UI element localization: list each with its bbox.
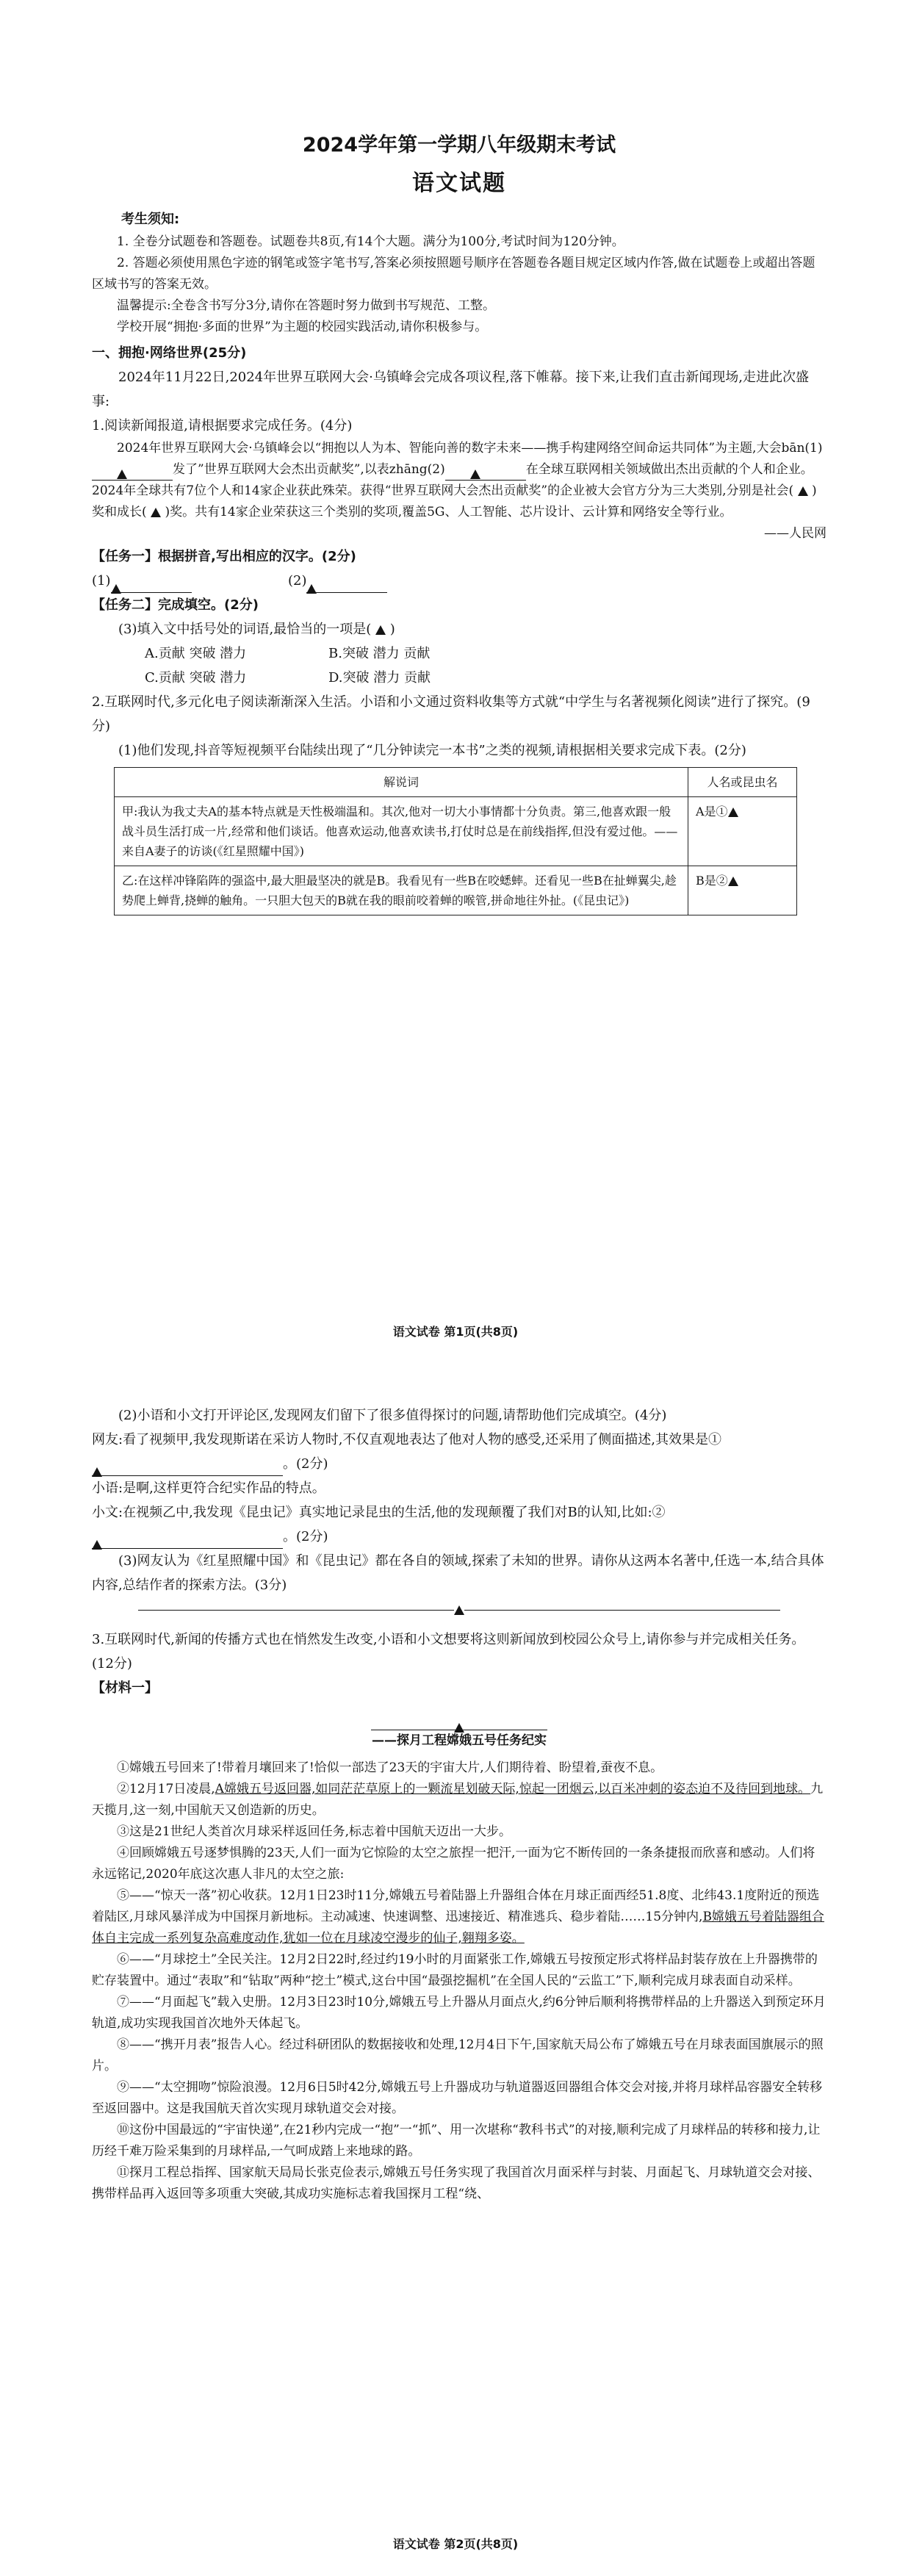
triangle-mark-icon (798, 486, 808, 496)
choice-row-2 (92, 666, 827, 690)
article-para-3: ③这是21世纪人类首次月球采样返回任务,标志着中国航天迈出一大步。 (117, 1824, 512, 1839)
writing-tip: 温馨提示:全卷含书写分3分,请你在答题时努力做到书写规范、工整。 (117, 298, 495, 313)
task2-title: 【任务二】完成填空。(2分) (92, 597, 259, 613)
exam-title: 2024学年第一学期八年级期末考试 (302, 134, 616, 156)
article-para-11: ⑪探月工程总指挥、国家航天局局长张克俭表示,嫦娥五号任务实现了我国首次月面采样与封装、月面起飞、月球轨道交会对接、携带样品再入返回等多项重大突破,其成功实施标志着我国探月工程“绕、 (92, 2165, 821, 2201)
news-report: 2024年世界互联网大会·乌镇峰会以“拥抱以人为本、智能向善的数字未来——携手构建网络空间命运共同体”为主题,大会bān(1)发了”世界互联网大会杰出贡献奖”,以表zhāng(2) 在全球互联网相关领域做出杰出贡献的个人和企业。2024年全球共有7位个人和14家企业获此殊荣。获得“世界互联网大会杰出贡献奖”的企业被大会官方分为三大类别,分别是社会( )奖和成长( )奖。共有14家企业荣获这三个类别的奖项,覆盖5G、人工智能、芯片设计、云计算和网络安全等行业。 (92, 441, 823, 519)
notice-item-1: 1. 全卷分试题卷和答题卷。试题卷共8页,有14个大题。满分为100分,考试时间为120分钟。 (117, 234, 624, 249)
page2-content (92, 1403, 827, 2205)
answer-blank[interactable] (92, 464, 173, 481)
table-cell-text: 乙:在这样冲锋陷阵的强盗中,最大胆最坚决的就是B。我看见有一些B在咬蟋蟀。还看见一些B在扯蝉翼尖,趁势爬上蝉背,挠蝉的触角。一只胆大包天的B就在我的眼前咬着蝉的喉管,拼命地往外扯。(《昆虫记》) (115, 866, 688, 915)
triangle-mark-icon (470, 469, 480, 479)
q2-sub2: (2)小语和小文打开评论区,发现网友们留下了很多值得探讨的问题,请帮助他们完成填空。(4分) (118, 1408, 667, 1423)
q2-sub3: (3)网友认为《红星照耀中国》和《昆虫记》都在各自的领域,探索了未知的世界。请你从这两本名著中,任选一本,结合具体内容,总结作者的探索方法。(3分) (92, 1553, 824, 1593)
triangle-mark-icon (92, 1540, 102, 1550)
notice-heading: 考生须知: (121, 212, 180, 227)
triangle-mark-icon (728, 877, 738, 886)
answer-blank[interactable] (92, 1532, 283, 1549)
q2-title: 2.互联网时代,多元化电子阅读渐渐深入生活。小语和小文通过资料收集等方式就“中学生与名著视频化阅读”进行了探究。(9分) (92, 694, 810, 734)
exam-page-2 (0, 1381, 911, 2576)
triangle-mark-icon (375, 625, 386, 635)
table-row (115, 797, 797, 866)
notice-item-2: 2. 答题必须使用黑色字迹的钢笔或签字笔书写,答案必须按照题号顺序在答题卷各题目规定区域内作答,做在试题卷上或超出答题区域书写的答案无效。 (92, 256, 815, 292)
article-para-8: ⑧——“携开月表”报告人心。经过科研团队的数据接收和处理,12月4日下午,国家航天局公布了嫦娥五号在月球表面国旗展示的照片。 (92, 2037, 824, 2073)
article-para-10: ⑩这份中国最远的“宇宙快递”,在21秒内完成一“抱”一“抓”、用一次堪称“教科书式”的对接,顺利完成了月球样品的转移和接力,让历经千难万险采集到的月球样品,一气呵成踏上来地球的路。 (92, 2123, 821, 2159)
article-para-9: ⑨——“太空拥吻”惊险浪漫。12月6日5时42分,嫦娥五号上升器成功与轨道器返回器组合体交会对接,并将月球样品容器安全转移至返回器中。这是我国航天首次实现月球轨道交会对接。 (92, 2080, 823, 2116)
triangle-mark-icon (454, 1605, 464, 1615)
triangle-mark-icon (728, 807, 738, 817)
triangle-mark-icon (111, 584, 121, 594)
book-table (114, 767, 797, 915)
table-cell-answer[interactable]: B是② (688, 866, 797, 915)
task2-question: (3)填入文中括号处的词语,最恰当的一项是( ) (118, 622, 395, 637)
netizen-comment: 网友:看了视频甲,我发现斯诺在采访人物时,不仅直观地表达了他对人物的感受,还采用了侧面描述,其效果是①。(2分) (92, 1428, 827, 1476)
page1-footer: 语文试卷 第1页(共8页) (392, 1325, 519, 1339)
answer-line[interactable] (92, 1597, 827, 1622)
answer-blank[interactable] (445, 464, 526, 481)
table-cell-answer[interactable]: A是① (688, 797, 797, 866)
q3-title: 3.互联网时代,新闻的传播方式也在悄然发生改变,小语和小文想要将这则新闻放到校园公众号上,请你参与并完成相关任务。(12分) (92, 1632, 805, 1672)
table-header-row (115, 768, 797, 797)
material1-label: 【材料一】 (92, 1680, 158, 1696)
triangle-mark-icon (306, 584, 317, 594)
task1-blanks: (1) (2) (92, 569, 827, 593)
article-para-5: ⑤——“惊天一落”初心收获。12月1日23时11分,嫦娥五号着陆器上升器组合体在月球正面西经51.8度、北纬43.1度附近的预选着陆区,月球风暴洋成为中国探月新地标。主动减速、快速调整、迅速接近、精准逃兵、稳步着陆……15分钟内,B嫦娥五号着陆器组合体自主完成一系列复杂高难度动作,犹如一位在月球凌空漫步的仙子,翱翔多姿。 (92, 1888, 824, 1946)
news-source: ——人民网 (764, 526, 827, 541)
article-title-blank[interactable] (92, 1706, 827, 1730)
option-b[interactable]: B.突破 潜力 贡献 (328, 646, 431, 661)
article-para-7: ⑦——“月面起飞”载入史册。12月3日23时10分,嫦娥五号上升器从月面点火,约6分钟后顺利将携带样品的上升器送入到预定环月轨道,成功实现我国首次地外天体起飞。 (92, 1995, 826, 2031)
table-header-commentary: 解说词 (115, 768, 688, 797)
article-subtitle: ——探月工程嫦娥五号任务纪实 (372, 1733, 547, 1748)
answer-blank[interactable] (111, 576, 192, 593)
xiaoyu-comment: 小语:是啊,这样更符合纪实作品的特点。 (92, 1481, 325, 1496)
task1-title: 【任务一】根据拼音,写出相应的汉字。(2分) (92, 549, 356, 564)
page1-content (92, 129, 827, 915)
choice-row-1 (92, 641, 827, 666)
triangle-mark-icon (117, 469, 127, 479)
option-a[interactable]: A.贡献 突破 潜力 (145, 646, 247, 661)
option-c[interactable]: C.贡献 突破 潜力 (145, 670, 247, 686)
answer-blank[interactable] (306, 576, 387, 593)
triangle-mark-icon (92, 1467, 102, 1477)
article-para-4: ④回顾嫦娥五号逐梦惧腾的23天,人们一面为它惊险的太空之旅捏一把汗,一面为它不断传回的一条条捷报而欣喜和感动。人们将永远铭记,2020年底这次惠人非凡的太空之旅: (92, 1846, 815, 1882)
table-row (115, 866, 797, 915)
subject-title: 语文试题 (412, 170, 506, 196)
article-para-1: ①嫦娥五号回来了!带着月壤回来了!恰似一部迭了23天的宇宙大片,人们期待着、盼望着,蚕夜不息。 (117, 1760, 663, 1775)
answer-blank[interactable] (92, 1459, 283, 1476)
page2-footer: 语文试卷 第2页(共8页) (392, 2537, 519, 2551)
xiaowen-comment: 小文:在视频乙中,我发现《昆虫记》真实地记录昆虫的生活,他的发现颠覆了我们对B的认知,比如:②。(2分) (92, 1500, 827, 1549)
section1-intro: 2024年11月22日,2024年世界互联网大会·乌镇峰会完成各项议程,落下帷幕。接下来,让我们直击新闻现场,走进此次盛事: (92, 370, 810, 409)
option-d[interactable]: D.突破 潜力 贡献 (328, 670, 431, 686)
article-para-2: ②12月17日凌晨,A嫦娥五号返回器,如同茫茫草原上的一颗流星划破天际,惊起一团烟云,以百米冲刺的姿态迫不及待回到地球。九天揽月,这一刻,中国航天又创造新的历史。 (92, 1782, 824, 1818)
table-header-name: 人名或昆虫名 (688, 768, 797, 797)
activity-intro: 学校开展“拥抱·多面的世界”为主题的校园实践活动,请你积极参与。 (117, 320, 488, 334)
article-para-6: ⑥——“月球挖土”全民关注。12月2日22时,经过约19小时的月面紧张工作,嫦娥五号按预定形式将样品封装存放在上升器携带的贮存装置中。通过“表取”和“钻取”两种“挖土”模式,这台中国“最强挖掘机”在全国人民的“云监工”下,顺利完成月球表面自动采样。 (92, 1952, 818, 1988)
q1-title: 1.阅读新闻报道,请根据要求完成任务。(4分) (92, 418, 353, 433)
section1-title: 一、拥抱·网络世界(25分) (92, 345, 247, 361)
table-cell-text: 甲:我认为我丈夫A的基本特点就是天性极端温和。其次,他对一切大小事情都十分负责。第三,他喜欢跟一般战斗员生活打成一片,经常和他们谈话。他喜欢运动,他喜欢读书,打仗时总是在前线指挥,但没有爱过他。——来自A妻子的访谈(《红星照耀中国》) (115, 797, 688, 866)
triangle-mark-icon (151, 508, 161, 517)
q2-sub1: (1)他们发现,抖音等短视频平台陆续出现了“几分钟读完一本书”之类的视频,请根据相关要求完成下表。(2分) (118, 743, 746, 758)
